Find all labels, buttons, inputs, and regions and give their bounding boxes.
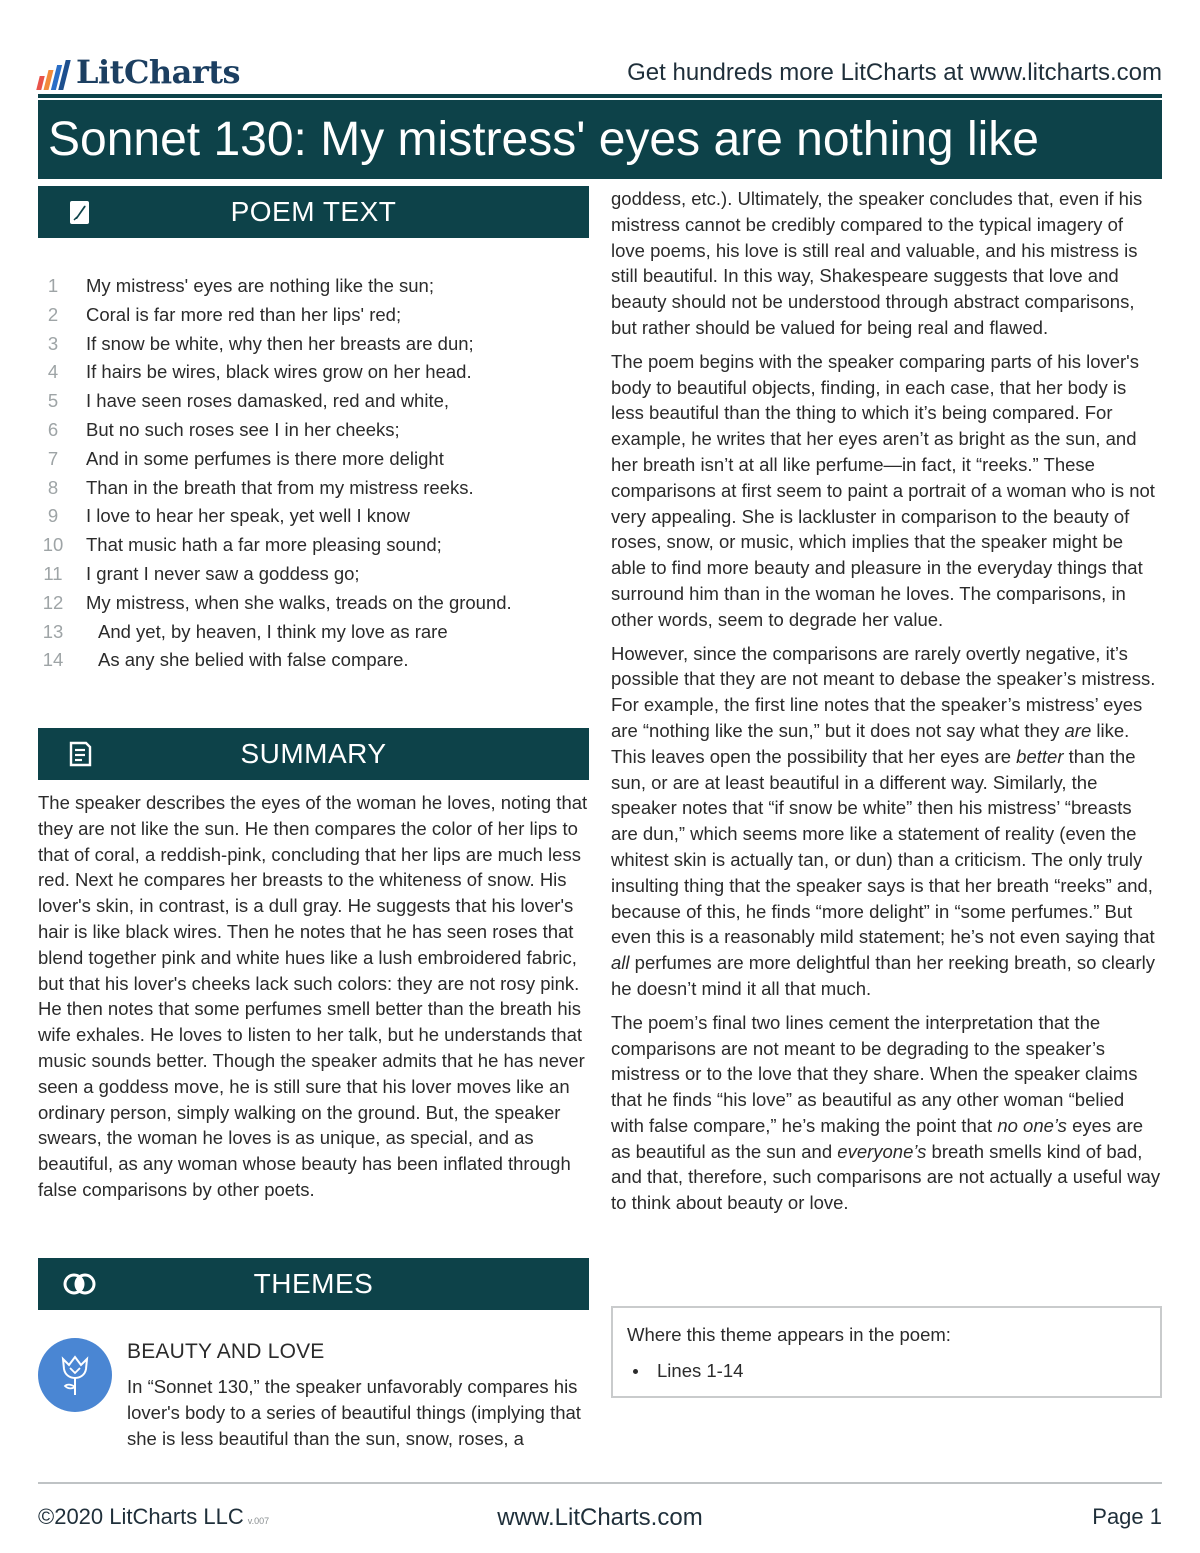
line-text: I grant I never saw a goddess go;	[86, 562, 360, 584]
copyright-text: ©2020 LitCharts LLC	[38, 1504, 244, 1529]
line-number: 5	[47, 390, 59, 412]
text-run: The poem’s final two lines cement the interpretation that the comparisons are not meant to be degrading to the speaker’s mistress or to the love that they share. When the speaker claims that he finds “his love” as beautiful as any other woman “belied with false compare,” he’s making the point that	[611, 1011, 1138, 1136]
analysis-paragraph-3	[611, 641, 1162, 1002]
text-run: perfumes are more delightful than her reeking breath, so clearly he doesn’t mind it all that much.	[611, 952, 1155, 999]
footer-divider	[38, 1482, 1162, 1484]
poem-line	[38, 330, 589, 359]
line-text: And in some perfumes is there more delight	[86, 447, 444, 469]
analysis-paragraph-4	[611, 1010, 1162, 1216]
line-number: 11	[43, 562, 63, 584]
line-text: I have seen roses damasked, red and white,	[86, 390, 450, 412]
text-run: than the sun, or are at least beautiful in a different way. Similarly, the speaker notes that “if snow be white” then his mistress’ “breasts are dun,” which seems more like a statement of reality (even the whitest skin is actually tan, or dun) than a criticism. The only truly insulting thing that the speaker says is that her breath “reeks” and, because of this, he finds “more delight” in “some perfumes.” But even this is a reasonably mild statement; he’s not even saying that	[611, 745, 1155, 948]
emphasis: all	[611, 952, 630, 974]
line-number: 6	[47, 418, 59, 440]
poem-line	[38, 560, 589, 589]
top-header	[38, 48, 1162, 94]
theme-intro	[38, 1374, 589, 1451]
line-text: That music hath a far more pleasing sound;	[86, 534, 442, 556]
analysis-paragraph-1: goddess, etc.). Ultimately, the speaker concludes that, even if his mistress cannot be credibly compared to the typical imagery of love poems, his love is still real and valuable, and his mistress is still beautiful. In this way, Shakespeare suggests that love and beauty should not be understood through abstract comparisons, but rather should be valued for being real and flawed.	[611, 188, 1143, 338]
page-title: Sonnet 130: My mistress' eyes are nothing like	[48, 113, 1039, 166]
poem-line	[38, 358, 589, 387]
logo-bars-icon	[38, 60, 70, 90]
poem-line	[38, 618, 589, 647]
poem-line	[38, 589, 589, 618]
emphasis: everyone’s	[837, 1140, 927, 1162]
analysis-paragraph-2: The poem begins with the speaker comparing parts of his lover's body to beautiful objects, finding, in each case, that her body is less beautiful than the thing to which it’s being compared. For example, he writes that her eyes aren’t as bright as the sun, and her breath isn’t at all like perfume—in fact, it “reeks.” These comparisons at first seem to paint a portrait of a woman who is not very appealing. She is lackluster in comparison to the beauty of roses, snow, or music, which implies that the speaker might be able to find more beauty and pleasure in the everyday things that surround him than in the woman he loves. The comparisons, in other words, seem to degrade her value.	[611, 350, 1155, 630]
tagline-link[interactable]: Get hundreds more LitCharts at www.litcharts.com	[627, 59, 1162, 86]
line-number: 9	[47, 505, 59, 527]
page-number: Page 1	[1092, 1504, 1162, 1529]
emphasis: better	[1016, 745, 1064, 767]
section-title-themes: THEMES	[253, 1268, 374, 1299]
poem-text	[38, 272, 589, 675]
line-number: 2	[47, 303, 59, 325]
poem-line	[38, 301, 589, 330]
poem-line	[38, 272, 589, 301]
appearance-link[interactable]: Lines 1-14	[627, 1358, 1146, 1384]
line-text: If hairs be wires, black wires grow on her head.	[86, 361, 472, 383]
emphasis: no one’s	[997, 1114, 1067, 1136]
line-number: 7	[47, 447, 59, 469]
line-text: My mistress, when she walks, treads on the ground.	[86, 591, 512, 613]
line-text: Coral is far more red than her lips' red;	[86, 303, 402, 325]
line-number: 4	[47, 361, 59, 383]
line-text: My mistress' eyes are nothing like the sun;	[86, 275, 434, 296]
poem-line	[38, 502, 589, 531]
version-label: v.007	[247, 1516, 270, 1526]
appearances-title: Where this theme appears in the poem:	[627, 1324, 951, 1345]
title-bar	[38, 100, 1162, 179]
text-run: eyes are as beautiful as the sun and	[611, 1114, 1144, 1162]
line-text: As any she belied with false compare.	[98, 649, 409, 671]
line-number: 1	[47, 275, 59, 296]
line-number: 3	[47, 332, 59, 354]
section-header-summary	[38, 728, 589, 780]
line-text: But no such roses see I in her cheeks;	[86, 418, 400, 440]
poem-line	[38, 416, 589, 445]
text-run: However, since the comparisons are rarely overtly negative, it’s possible that they are not meant to debase the speaker’s mistress. For example, the first line notes that the speaker’s mistress’ eyes are “nothing like the sun,” but it does not say what they	[611, 642, 1156, 741]
line-number: 13	[42, 620, 64, 642]
line-number: 12	[42, 591, 64, 613]
line-number: 8	[47, 476, 59, 498]
poem-line	[38, 531, 589, 560]
section-title-poem-text: POEM TEXT	[230, 196, 397, 227]
footer	[38, 1500, 1162, 1540]
line-number: 14	[42, 649, 64, 671]
header-divider	[38, 94, 1162, 98]
footer-site-link[interactable]: www.LitCharts.com	[497, 1504, 703, 1531]
theme-intro-text: In “Sonnet 130,” the speaker unfavorably compares his lover's body to a series of beautiful things (implying that she is less beautiful than the sun, snow, roses, a	[127, 1376, 581, 1449]
poem-line	[38, 474, 589, 503]
line-number: 10	[42, 534, 64, 556]
line-text: If snow be white, why then her breasts are dun;	[86, 332, 474, 354]
text-run: breath smells kind of bad, and that, therefore, such comparisons are not actually a useful way to think about beauty or love.	[611, 1140, 1161, 1214]
logo-text: LitCharts	[76, 53, 241, 91]
line-text: And yet, by heaven, I think my love as rare	[98, 620, 448, 642]
poem-line	[38, 387, 589, 416]
line-text: Than in the breath that from my mistress reeks.	[86, 476, 474, 498]
section-title-summary: SUMMARY	[240, 738, 387, 769]
emphasis: are	[1064, 719, 1092, 741]
poem-line	[38, 646, 589, 675]
summary-text: The speaker describes the eyes of the woman he loves, noting that they are not like the sun. He then compares the color of her lips to that of coral, a reddish-pink, concluding that her lips are much less red. Next he compares her breasts to the whiteness of snow. His lover's skin, in contrast, is a dull gray. He suggests that his lover's hair is like black wires. Then he notes that he has seen roses that blend together pink and white hues like a lush embroidered fabric, but that his lover's cheeks lack such colors: they are not rosy pink. He then notes that some perfumes smell better than the breath his wife exhales. He loves to listen to her talk, but he understands that music sounds better. Though the speaker admits that he has never seen a goddess move, he is still sure that his lover moves like an ordinary person, simply walking on the ground. But, the speaker swears, the woman he loves is as unique, as special, and as beautiful, as any woman whose beauty has been inflated through false comparisons by other poets.	[38, 792, 588, 1200]
theme-appearances-box	[611, 1306, 1162, 1398]
litcharts-logo[interactable]	[38, 54, 240, 90]
section-header-poem-text	[38, 186, 589, 238]
theme-analysis	[611, 186, 1162, 1224]
line-text: I love to hear her speak, yet well I know	[86, 505, 410, 527]
section-header-themes	[38, 1258, 589, 1310]
text-run: like. This leaves open the possibility that her eyes are	[611, 719, 1130, 767]
theme-title: BEAUTY AND LOVE	[127, 1340, 325, 1363]
poem-line	[38, 445, 589, 474]
